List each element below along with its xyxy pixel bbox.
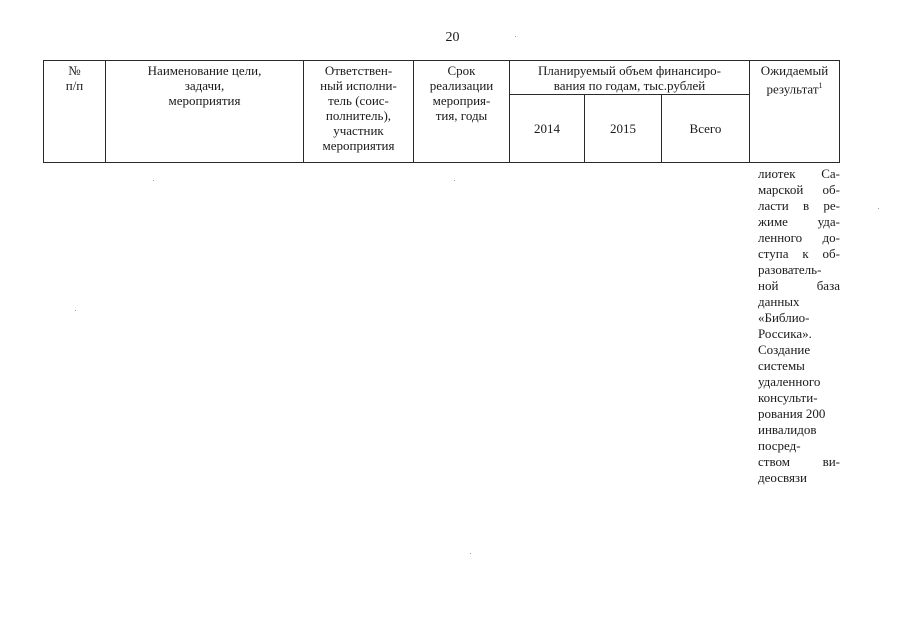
- result-text-line: ной база: [758, 278, 840, 293]
- header-result-text: Ожидаемый результат: [760, 63, 829, 97]
- result-text-line: ленного до-: [758, 230, 840, 245]
- result-text-line: Создание: [758, 342, 811, 357]
- year-2015-cell: [585, 95, 662, 163]
- header-num-text: № п/п: [65, 63, 84, 93]
- header-period: [414, 61, 510, 163]
- result-text-line: посред-: [758, 438, 801, 453]
- header-responsible: [304, 61, 414, 163]
- header-name-text: Наименование цели, задачи, мероприятия: [147, 63, 262, 108]
- scan-speck: [470, 553, 471, 554]
- result-text-line: ласти в ре-: [758, 198, 840, 213]
- expected-result-text: [758, 166, 840, 486]
- header-result: [750, 61, 840, 163]
- result-text-line: ступа к об-: [758, 246, 840, 261]
- header-funding: [510, 61, 750, 95]
- result-text-line: рования 200: [758, 406, 826, 421]
- scan-speck: [878, 208, 879, 209]
- year-2015: 2015: [610, 121, 636, 136]
- footnote-marker: 1: [818, 81, 823, 90]
- year-2014: 2014: [534, 121, 560, 136]
- scan-speck: [454, 180, 455, 181]
- result-text-line: инвалидов: [758, 422, 817, 437]
- scan-speck: [153, 180, 154, 181]
- result-text-line: «Библио-: [758, 310, 810, 325]
- result-text-line: разователь-: [758, 262, 822, 277]
- header-num: [44, 61, 106, 163]
- result-text-line: лиотек Са-: [758, 166, 840, 181]
- header-responsible-text: Ответствен- ный исполни- тель (соис- полнитель), участник мероприятия: [320, 63, 397, 153]
- result-text-line: системы: [758, 358, 805, 373]
- year-total: Всего: [689, 121, 722, 136]
- page-number: 20: [445, 30, 460, 45]
- result-text-line: ством ви-: [758, 454, 840, 469]
- scan-speck: [75, 310, 76, 311]
- result-text-line: марской об-: [758, 182, 840, 197]
- result-text-line: данных: [758, 294, 800, 309]
- scan-speck: [515, 36, 516, 37]
- result-text-line: жиме уда-: [758, 214, 840, 229]
- result-text-line: удаленного: [758, 374, 821, 389]
- year-2014-cell: [510, 95, 585, 163]
- result-text-line: консульти-: [758, 390, 818, 405]
- year-total-cell: [662, 95, 750, 163]
- plan-table: [43, 60, 840, 163]
- header-name: [106, 61, 304, 163]
- result-text-line: деосвязи: [758, 470, 808, 485]
- header-funding-text: Планируемый объем финансиро- вания по годам, тыс.рублей: [537, 63, 722, 93]
- result-text-line: Россика».: [758, 326, 812, 341]
- header-period-text: Срок реализации мероприя- тия, годы: [429, 63, 494, 123]
